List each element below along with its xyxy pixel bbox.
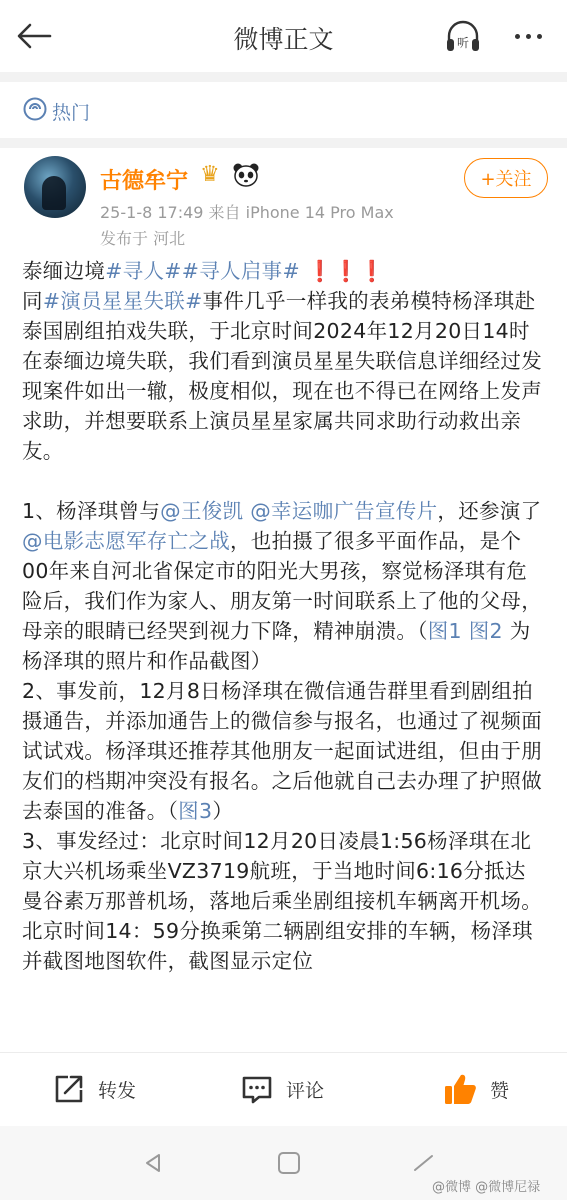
system-nav-bar (0, 1126, 567, 1200)
picture-link[interactable]: 图1 (427, 619, 462, 643)
nav-back-icon[interactable] (142, 1152, 164, 1174)
post-text: ，还参演了 (437, 499, 542, 523)
top-bar (0, 0, 567, 72)
headphones-icon (443, 16, 483, 56)
avatar[interactable] (24, 156, 86, 218)
dot-icon (537, 34, 542, 39)
mention-link[interactable]: @电影志愿军存亡之战 (22, 529, 230, 553)
watermark: @微博 @微博尼禄 (432, 1180, 541, 1195)
repost-label: 转发 (98, 1079, 137, 1102)
post-paragraph (22, 286, 546, 466)
hashtag-link[interactable]: #寻人启事# (181, 259, 300, 283)
content-fade (0, 1030, 567, 1052)
post-paragraph (22, 256, 546, 286)
nav-home-icon[interactable] (278, 1152, 300, 1174)
post-text: ） (212, 799, 234, 823)
listen-label: 听 (456, 36, 470, 50)
exclamation-icon: ❗❗❗ (299, 259, 385, 283)
dot-icon (526, 34, 531, 39)
username[interactable]: 古德牟宁 (100, 169, 189, 194)
post-text: ，也拍摄了很多平面作品，是个00年来自河北省保定市的阳光大男孩，察觉杨泽琪有危险后，我们作为家人、朋友第一时间联系上了他的父母，母亲的眼睛已经哭到视力下降，精神崩溃。（ (22, 529, 542, 643)
post-text: 泰缅边境 (22, 259, 106, 283)
comment-button[interactable] (240, 1067, 324, 1111)
hot-label-row[interactable] (0, 82, 567, 138)
post-text: 2、事发前，12月8日杨泽琪在微信通告群里看到剧组拍摄通告，并添加通告上的微信参与报名，也通过了视频面试试戏。杨泽琪还推荐其他朋友一起面试进组，但由于朋友们的档期冲突没有报名。之后他就自己去办理了护照做去泰国的准备。（ (22, 679, 542, 823)
follow-button[interactable]: +关注 (464, 158, 548, 198)
mention-link[interactable]: @幸运咖广告宣传片 (250, 499, 438, 523)
post-text: 3、事发经过：北京时间12月20日凌晨1:56杨泽琪在北京大兴机场乘坐VZ3719航班，于当地时间6:16分抵达曼谷素万那普机场，落地后乘坐剧组接机车辆离开机场。北京时间14：59分换乘第二辆剧组安排的车辆，杨泽琪并截图地图软件，截图显示定位 (22, 829, 542, 973)
repost-icon (52, 1072, 86, 1106)
hashtag-link[interactable]: #演员星星失联# (42, 289, 203, 313)
panda-icon (232, 162, 260, 188)
post-paragraph (22, 676, 546, 826)
post-location: 发布于 河北 (100, 229, 186, 248)
divider (0, 138, 567, 148)
hot-label: 热门 (52, 102, 91, 124)
picture-link[interactable]: 图2 (468, 619, 503, 643)
author-header (0, 148, 567, 253)
like-button[interactable] (442, 1067, 509, 1111)
listen-button[interactable] (443, 16, 483, 56)
action-bar (0, 1052, 567, 1126)
post-text: 1、杨泽琪曾与 (22, 499, 161, 523)
post-body (22, 256, 546, 1048)
repost-button[interactable] (52, 1067, 136, 1111)
hot-icon (22, 96, 48, 122)
post-paragraph (22, 826, 546, 976)
paragraph-spacer (22, 466, 546, 496)
post-paragraph (22, 496, 546, 676)
like-label: 赞 (490, 1079, 510, 1102)
nav-recent-icon[interactable] (412, 1152, 436, 1176)
hashtag-link[interactable]: #寻人# (105, 259, 182, 283)
more-options-button[interactable] (508, 20, 548, 52)
back-arrow-icon[interactable] (14, 18, 54, 54)
picture-link[interactable]: 图3 (178, 799, 213, 823)
thumbs-up-icon (442, 1071, 478, 1107)
post-text: 同 (22, 289, 43, 313)
crown-icon: ♛ (200, 162, 220, 187)
divider (0, 72, 567, 82)
page-title: 微博正文 (233, 25, 334, 54)
mention-link[interactable]: @王俊凯 (160, 499, 244, 523)
comment-label: 评论 (286, 1079, 325, 1102)
comment-icon (240, 1072, 274, 1106)
post-text: 为杨泽琪的照片和作品截图） (22, 619, 531, 673)
post-text (462, 619, 469, 643)
post-text: 事件几乎一样我的表弟模特杨泽琪赴泰国剧组拍戏失联，于北京时间2024年12月20日14时在泰缅边境失联，我们看到演员星星失联信息详细经过发现案件如出一辙，极度相似，现在也不得已在网络上发声求助，并想要联系上演员星星家属共同求助行动救出亲友。 (22, 289, 542, 463)
dot-icon (515, 34, 520, 39)
post-meta: 25-1-8 17:49 来自 iPhone 14 Pro Max (100, 203, 394, 222)
